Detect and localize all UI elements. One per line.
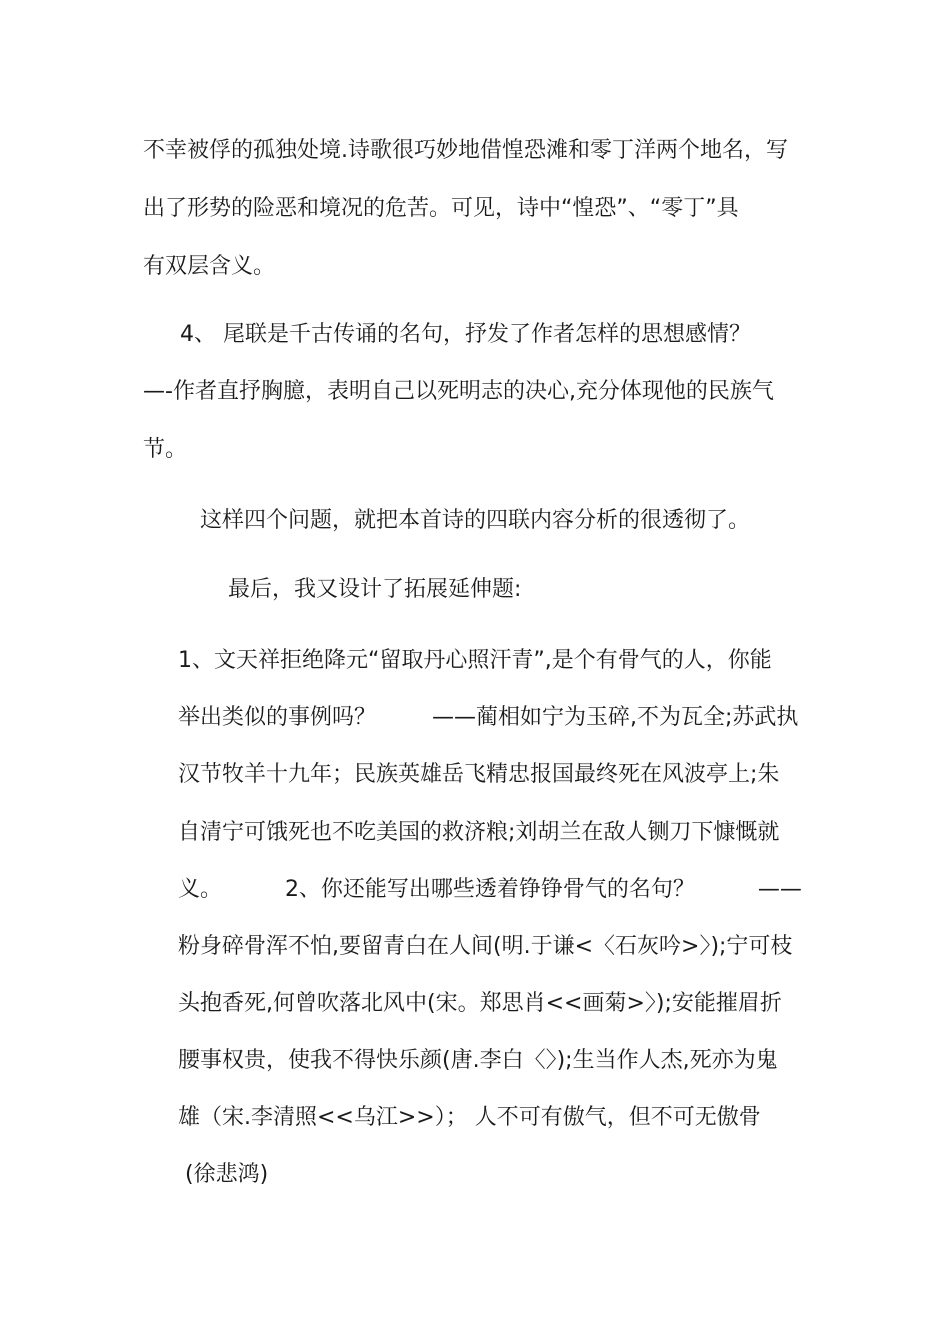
- extension-answer-2: 雄（宋.李清照<<乌江>>）； 人不可有傲气，但不可无傲骨: [178, 1105, 761, 1130]
- text-line: 有双层含义。: [143, 254, 276, 279]
- question-4-line: 4、 尾联是千古传诵的名句，抒发了作者怎样的思想感情？: [180, 322, 751, 347]
- text-line: 不幸被俘的孤独处境.诗歌很巧妙地借惶恐滩和零丁洋两个地名，写: [143, 138, 788, 163]
- extension-answer-1: 自清宁可饿死也不吃美国的救济粮;刘胡兰在敌人铡刀下慷慨就: [178, 820, 780, 845]
- extension-intro: 最后，我又设计了拓展延伸题:: [228, 577, 522, 602]
- extension-question-2: 义。 2、你还能写出哪些透着铮铮骨气的名句？ ——: [178, 877, 802, 902]
- extension-answer-2: 腰事权贵，使我不得快乐颜(唐.李白〈〉);生当作人杰,死亦为鬼: [178, 1048, 778, 1073]
- extension-question-1: 1、文天祥拒绝降元“留取丹心照汗青”,是个有骨气的人，你能: [178, 648, 772, 673]
- extension-answer-2: (徐悲鸿): [178, 1162, 269, 1187]
- extension-answer-2: 头抱香死,何曾吹落北风中(宋。郑思肖<<画菊>〉);安能摧眉折: [178, 991, 782, 1016]
- answer-4-line: —-作者直抒胸臆，表明自己以死明志的决心,充分体现他的民族气: [143, 379, 774, 404]
- extension-answer-1: 汉节牧羊十九年；民族英雄岳飞精忠报国最终死在风波亭上;朱: [178, 762, 780, 787]
- answer-4-line: 节。: [143, 437, 188, 462]
- text-line: 出了形势的险恶和境况的危苦。可见，诗中“惶恐”、“零丁”具: [143, 196, 739, 221]
- summary-paragraph: 这样四个问题，就把本首诗的四联内容分析的很透彻了。: [200, 508, 751, 533]
- extension-answer-1: 举出类似的事例吗？ ——蔺相如宁为玉碎,不为瓦全;苏武执: [178, 705, 799, 730]
- extension-answer-2: 粉身碎骨浑不怕,要留青白在人间(明.于谦<〈石灰吟>〉);宁可枝: [178, 934, 793, 959]
